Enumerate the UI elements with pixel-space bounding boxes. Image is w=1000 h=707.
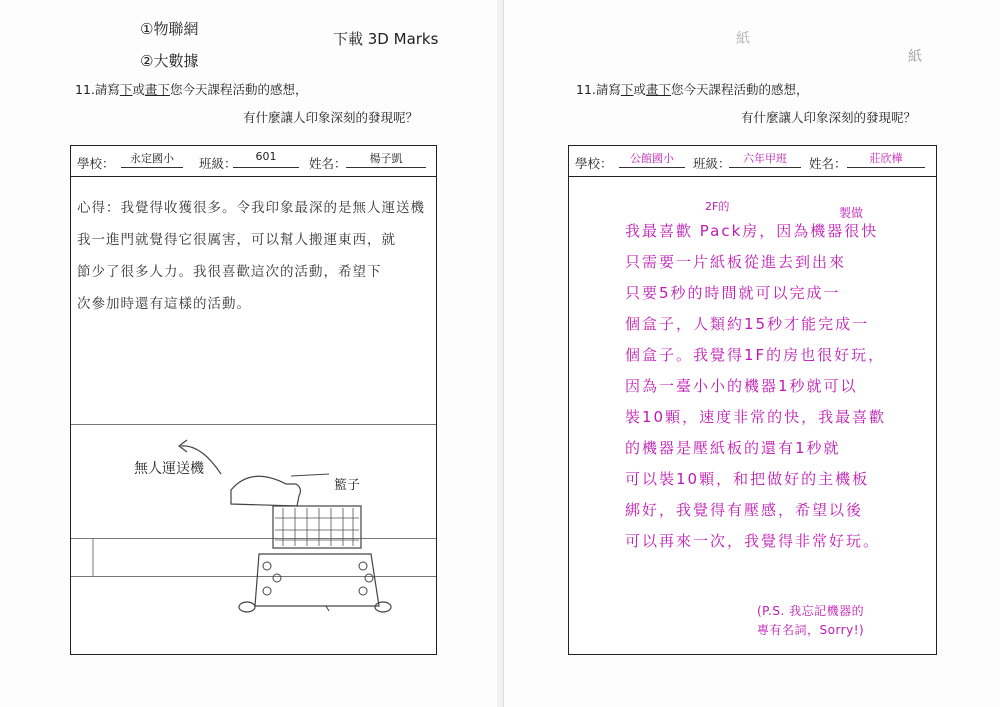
drawing-label-basket: 籃子	[334, 478, 361, 493]
faint-corner-note: 紙	[736, 31, 750, 47]
ps-note: (P.S. 我忘記機器的 專有名詞，Sorry!)	[757, 604, 865, 637]
school-value: 公館國小	[619, 150, 685, 168]
school-label: 學校：	[77, 156, 115, 171]
answer-box	[70, 145, 437, 655]
drawing-label-robot: 無人運送機	[134, 461, 204, 477]
question-line-1: 11.請寫下或畫下您今天課程活動的感想，	[75, 82, 308, 97]
question-line-2: 有什麼讓人印象深刻的發現呢？	[741, 110, 917, 125]
insert-note-2f: 2F的	[705, 200, 730, 213]
class-value: 601	[233, 150, 299, 168]
class-label: 班級：	[693, 156, 731, 171]
right-worksheet-page	[503, 0, 1000, 707]
robot-sketch	[71, 426, 433, 651]
name-label: 姓名：	[309, 156, 347, 171]
school-value: 永定國小	[121, 150, 183, 168]
question-line-2: 有什麼讓人印象深刻的發現呢？	[243, 110, 419, 125]
answer-box	[568, 145, 937, 655]
student-info-row	[71, 146, 436, 177]
handwritten-note-big-data: ②大數據	[140, 52, 199, 70]
handwritten-note-3dmarks: 下載 3D Marks	[333, 30, 439, 48]
school-label: 學校：	[575, 156, 613, 171]
name-label: 姓名：	[809, 156, 847, 171]
name-value: 莊欣樺	[847, 150, 925, 168]
essay-text: 心得：我覺得收獲很多。令我印象最深的是無人運送機 我一進門就覺得它很厲害，可以幫人搬運東西，就 節少了很多人力。我很喜歡這次的活動，希望下 次參加時還有這樣的活動。	[77, 200, 425, 312]
insert-note-make: 製做	[839, 206, 864, 220]
name-value: 楊子凱	[346, 150, 426, 168]
essay-text: 我最喜歡 Pack房，因為機器很快 只需要一片紙板從進去到出來 只要5秒的時間就可以完成一 個盒子，人類約15秒才能完成一 個盒子。我覺得1F的房也很好玩， 因為一臺小小的機器1秒就可以 裝10顆，速度非常的快，我最喜歡 的機器是壓紙板的還有1秒就 可以裝10顆，和把做好的主機板 綁好，我覺得有壓感，希望以後 可以再來一次，我覺得非常好玩。	[625, 222, 887, 550]
left-worksheet-page	[0, 0, 498, 707]
question-line-1: 11.請寫下或畫下您今天課程活動的感想，	[576, 82, 809, 97]
student-info-row	[569, 146, 936, 177]
class-label: 班級：	[199, 156, 237, 171]
class-value: 六年甲班	[729, 150, 801, 168]
divider-line	[71, 424, 436, 425]
faint-corner-note-2: 紙	[908, 49, 922, 65]
handwritten-note-iot: ①物聯網	[140, 20, 199, 38]
